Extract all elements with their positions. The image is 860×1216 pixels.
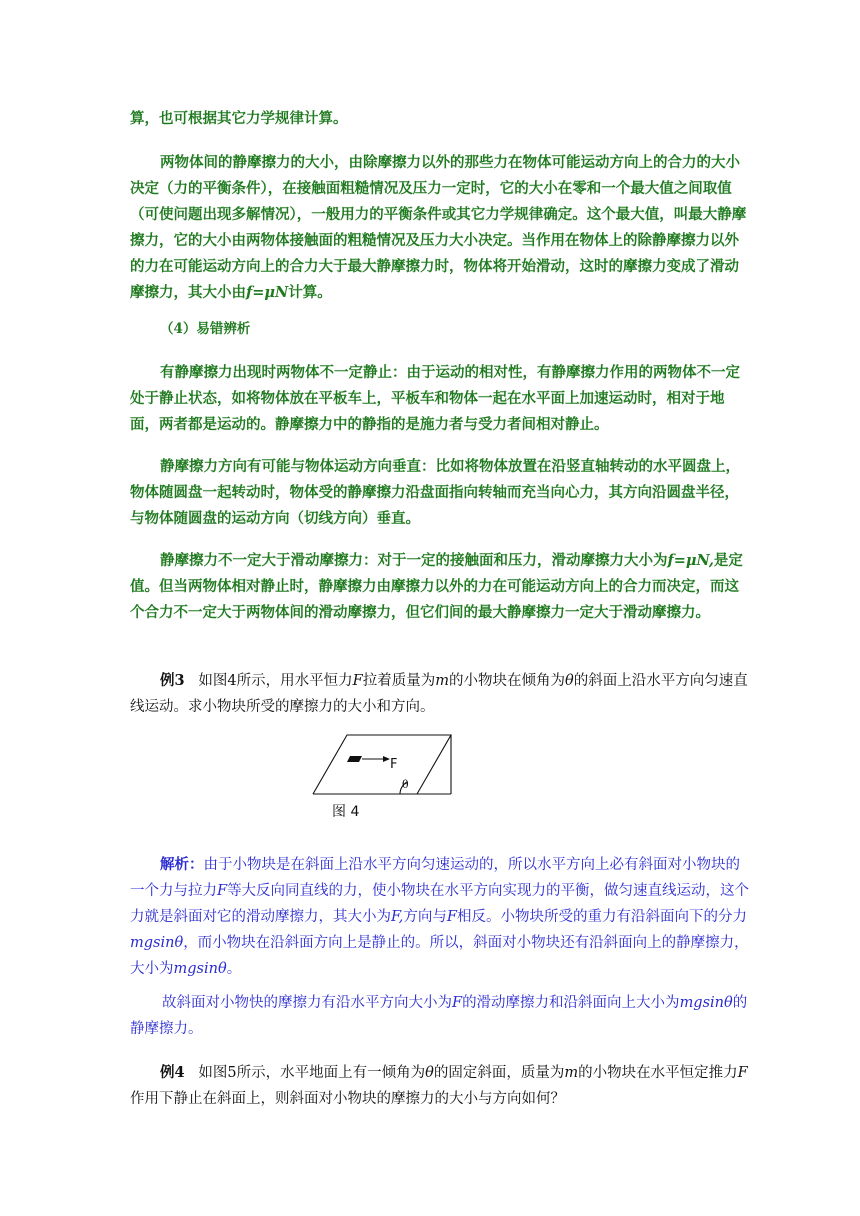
solution-paragraph xyxy=(130,852,750,982)
force-arrowhead-icon xyxy=(383,756,390,762)
text: 等大反向同直线的力，使小物块在水平方向实现力的平衡，做匀速直线运动，这个力就是斜面对它的滑动摩擦力，其大小为 xyxy=(130,883,750,925)
text: 的斜面上沿水平方向匀速直线运动。求小物块所受的摩擦力的大小和方向。 xyxy=(130,673,748,715)
formula: mgsinθ xyxy=(173,961,227,977)
text: 作用下静止在斜面上，则斜面对小物块的摩擦力的大小与方向如何？ xyxy=(130,1091,565,1107)
formula: f=μN xyxy=(246,284,289,301)
text: 如图4所示，用水平恒力 xyxy=(198,673,353,689)
example-4 xyxy=(130,1060,750,1112)
symbol-theta: θ xyxy=(425,1065,434,1081)
symbol-m: m xyxy=(435,673,449,689)
formula: f=μN, xyxy=(667,552,714,569)
symbol-F: F xyxy=(446,909,457,925)
paragraph-continuation xyxy=(130,106,750,132)
text: 算，也可根据其它力学规律计算。 xyxy=(130,110,348,127)
text: 是定值。但当两物体相对静止时，静摩擦力由摩擦力以外的力在可能运动方向上的合力而决定，而这个合力不一定大于两物体间的滑动摩擦力，但它们间的最大静摩擦力一定大于滑动摩擦力。 xyxy=(130,552,743,621)
text: 两物体间的静摩擦力的大小，由除摩擦力以外的那些力在物体可能运动方向上的合力的大小决定（力的平衡条件），在接触面粗糙情况及压力一定时，它的大小在零和一个最大值之间取值（可使问题出现多解情况），一般用力的平衡条件或其它力学规律确定。这个最大值，叫最大静摩擦力，它的大小由两物体接触面的粗糙情况及压力大小决定。当作用在物体上的除静摩擦力以外的力在可能运动方向上的合力大于最大静摩擦力时，物体将开始滑动，这时的摩擦力变成了滑动摩擦力，其大小由 xyxy=(130,154,747,301)
text: 静摩擦力不一定大于滑动摩擦力：对于一定的接触面和压力，滑动摩擦力大小为 xyxy=(160,552,668,569)
text: ，而小物块在沿斜面方向上是静止的。所以，斜面对小物块还有沿斜面向上的静摩擦力，大小为 xyxy=(130,935,749,977)
block-icon xyxy=(347,756,362,762)
text: 拉着质量为 xyxy=(362,673,436,689)
text: 有静摩擦力出现时两物体不一定静止：由于运动的相对性，有静摩擦力作用的两物体不一定处于静止状态，如将物体放在平板车上，平板车和物体一起在水平面上加速运动时，相对于地面，两者都是运动的。静摩擦力中的静指的是施力者与受力者间相对静止。 xyxy=(130,364,740,433)
section-heading xyxy=(160,316,460,342)
angle-label: θ xyxy=(402,778,409,791)
text: 的固定斜面，质量为 xyxy=(433,1065,565,1081)
incline-outline xyxy=(313,735,451,794)
paragraph-perpendicular xyxy=(130,454,750,532)
formula: mgsinθ xyxy=(130,935,184,951)
text: 故斜面对小物快的摩擦力有沿水平方向大小为 xyxy=(162,995,452,1011)
paragraph-not-greater xyxy=(130,548,750,626)
symbol-F: F, xyxy=(391,909,404,925)
text: 相反。小物块所受的重力有沿斜面向下的分力 xyxy=(456,909,747,925)
paragraph-not-stationary xyxy=(130,360,750,438)
solution-label: 解析： xyxy=(160,856,204,873)
text: 的小物块在水平恒定推力 xyxy=(578,1065,738,1081)
example-3 xyxy=(130,668,750,720)
heading-text: （4）易错辨析 xyxy=(160,321,251,337)
text-tail: 计算。 xyxy=(288,284,332,301)
text: 由于小物块是在斜面上沿水平方向匀速运动的，所以水平方向上必有斜面对小物块的一个力与拉力 xyxy=(130,857,740,899)
text: 如图5所示，水平地面上有一倾角为 xyxy=(198,1065,426,1081)
symbol-F: F xyxy=(737,1065,748,1081)
symbol-theta: θ xyxy=(564,673,574,689)
solution-conclusion xyxy=(130,990,750,1042)
text: 方向与 xyxy=(403,909,447,925)
text: 的静摩擦力。 xyxy=(130,995,748,1037)
text: 。 xyxy=(226,961,242,977)
text: 的滑动摩擦力和沿斜面向上大小为 xyxy=(462,995,680,1011)
force-label: F xyxy=(390,757,398,772)
symbol-F: F xyxy=(217,883,228,899)
example-label: 例4 xyxy=(160,1064,185,1081)
formula: mgsinθ xyxy=(679,995,733,1011)
paragraph-static-friction-magnitude xyxy=(130,150,750,306)
symbol-m: m xyxy=(564,1065,579,1081)
symbol-F: F xyxy=(352,673,363,689)
figure-caption: 图 4 xyxy=(332,804,360,820)
text: 的小物块在倾角为 xyxy=(448,673,565,689)
example-label: 例3 xyxy=(160,672,185,689)
text: 静摩擦力方向有可能与物体运动方向垂直：比如将物体放置在沿竖直轴转动的水平圆盘上，物体随圆盘一起转动时，物体受的静摩擦力沿盘面指向转轴而充当向心力，其方向沿圆盘半径，与物体随圆盘的运动方向（切线方向）垂直。 xyxy=(130,458,740,527)
symbol-F: F xyxy=(452,995,463,1011)
